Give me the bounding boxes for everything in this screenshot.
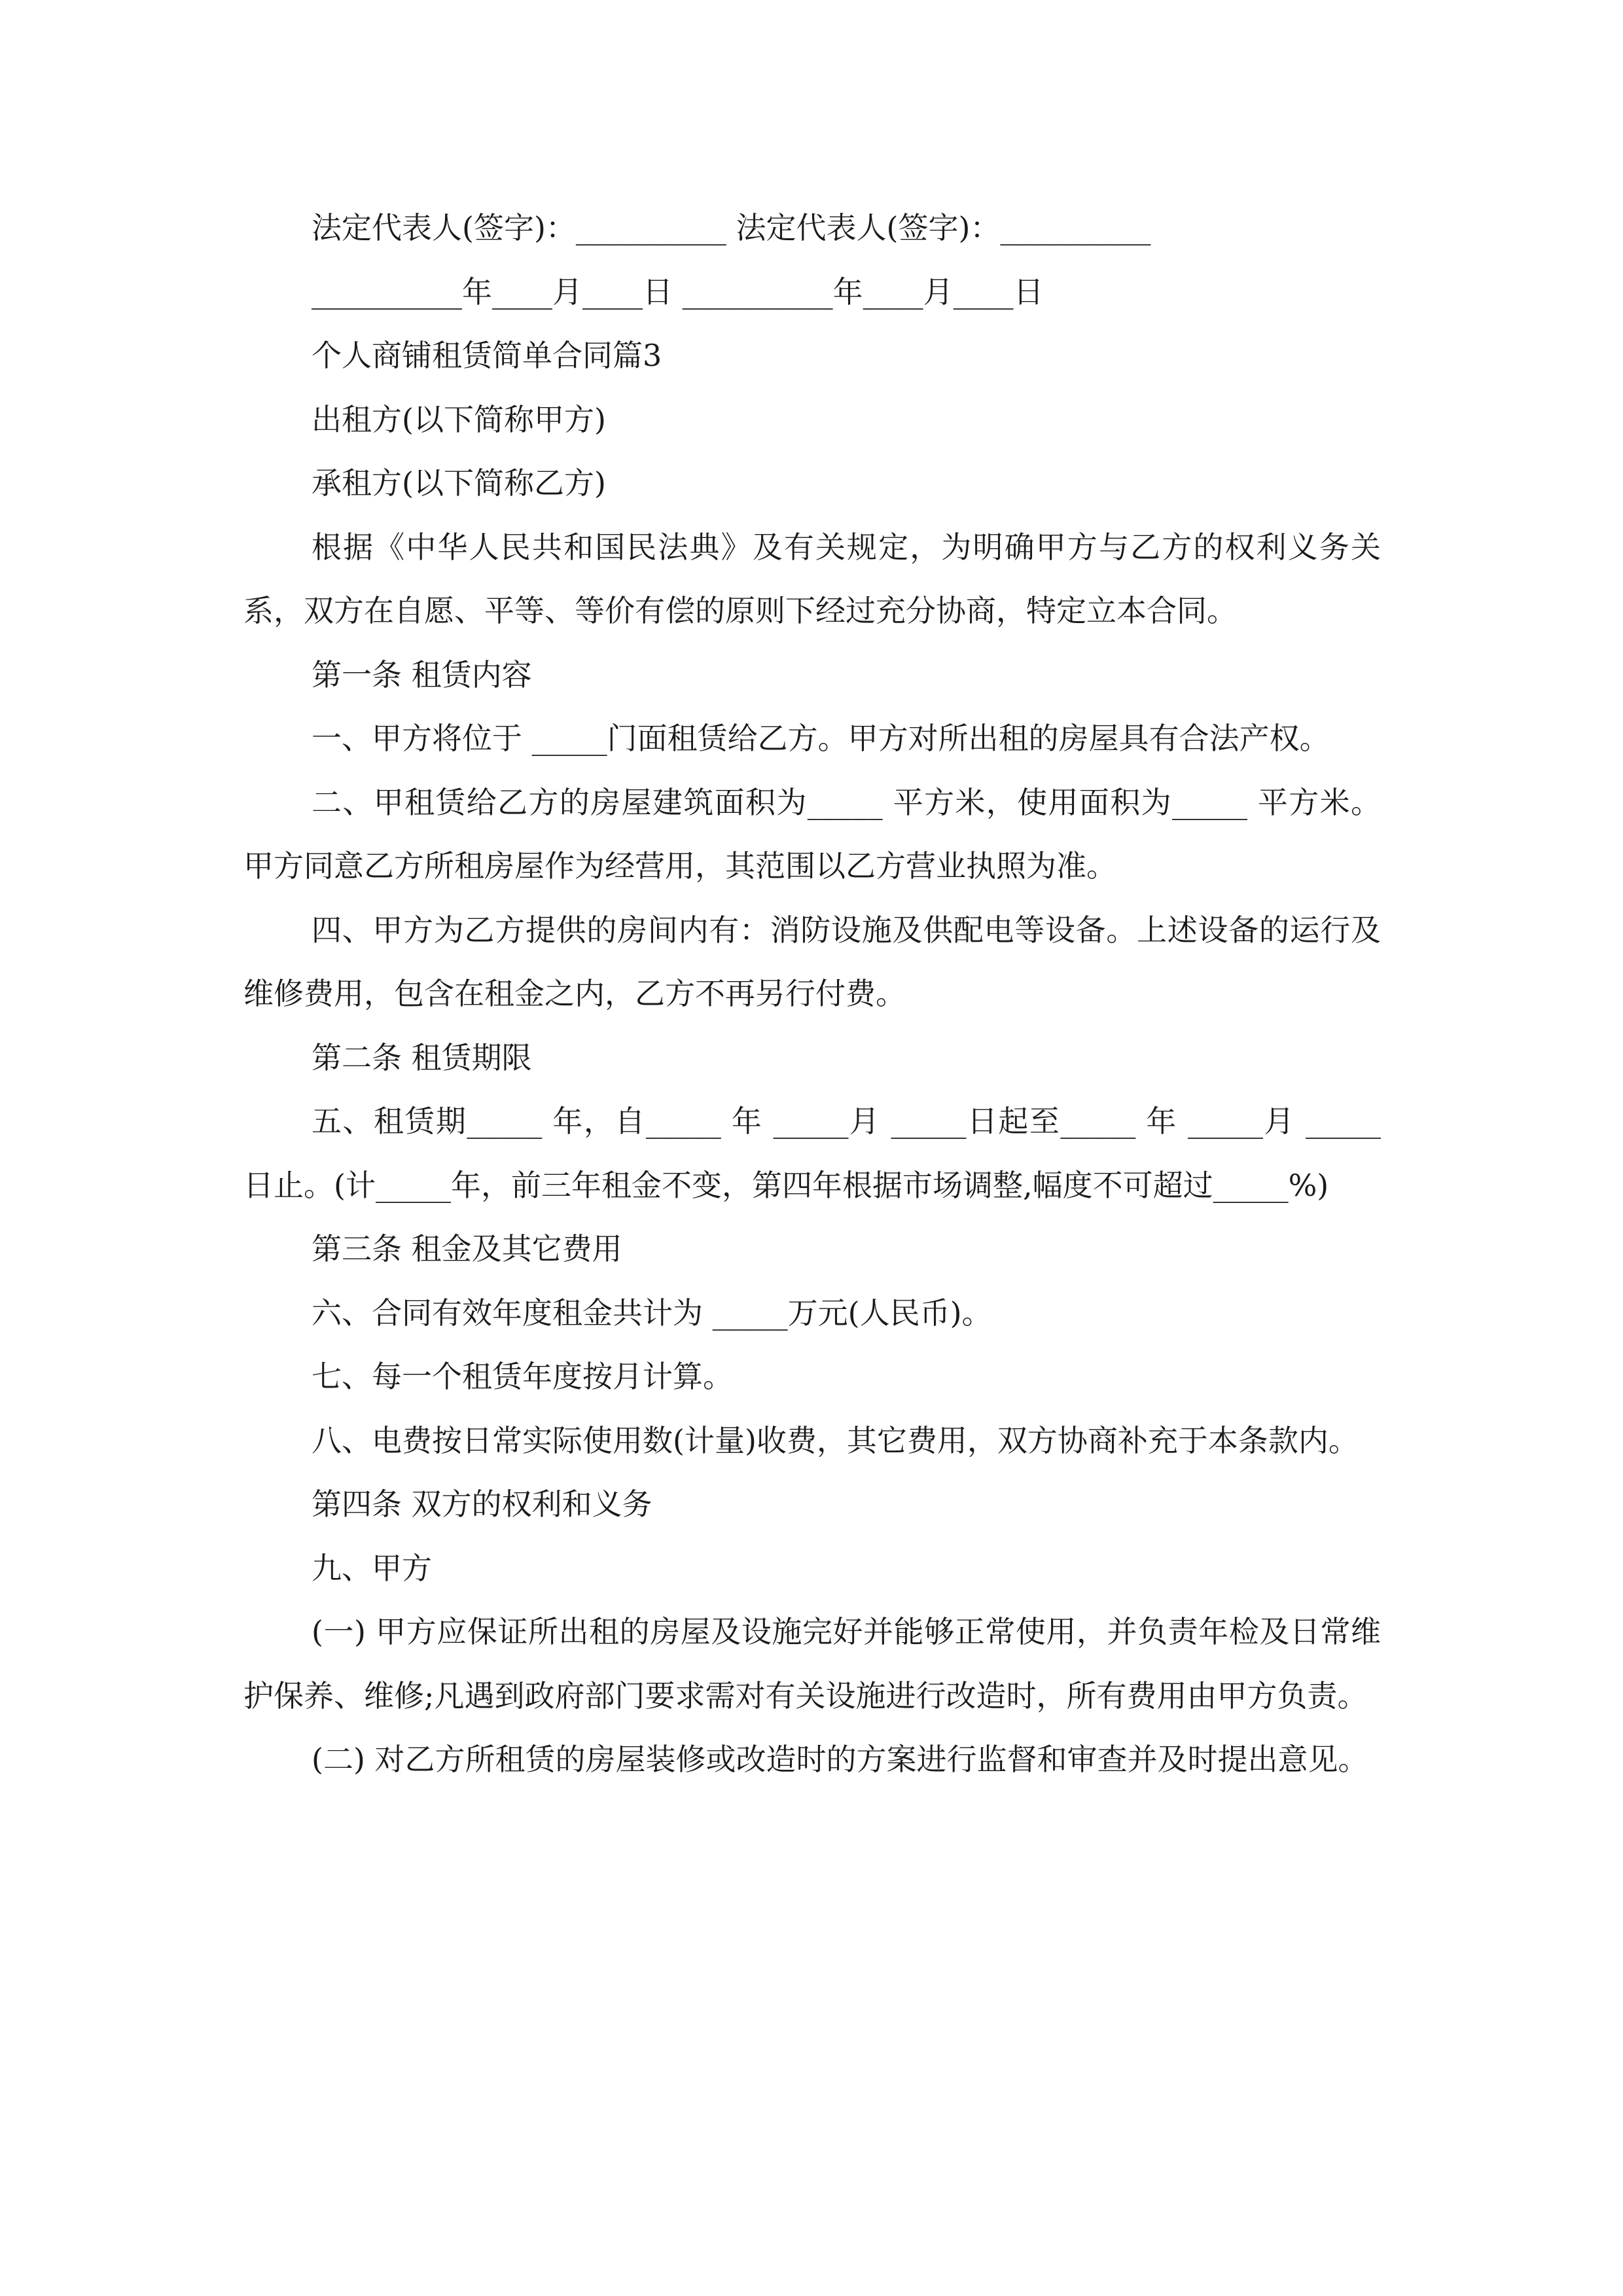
article-3-heading: 第三条 租金及其它费用 <box>312 1231 622 1266</box>
clause-8: 八、电费按日常实际使用数(计量)收费，其它费用，双方协商补充于本条款内。 <box>312 1422 1359 1458</box>
lessor-line: 出租方(以下简称甲方) <box>312 401 606 437</box>
clause-9: 九、甲方 <box>312 1550 432 1586</box>
clause-9-2: (二) 对乙方所租赁的房屋装修或改造时的方案进行监督和审查并及时提出意见。 <box>312 1742 1368 1777</box>
document-body <box>243 196 1381 1792</box>
clause-1: 一、甲方将位于 _____门面租赁给乙方。甲方对所出租的房屋具有合法产权。 <box>312 721 1330 756</box>
clause-7: 七、每一个租赁年度按月计算。 <box>312 1359 733 1394</box>
preamble-paragraph: 根据《中华人民共和国民法典》及有关规定，为明确甲方与乙方的权利义务关系，双方在自愿、平等、等价有偿的原则下经过充分协商，特定立本合同。 <box>243 529 1381 628</box>
date-line: __________年____月____日 __________年____月____日 <box>312 274 1044 310</box>
clause-5: 五、租赁期_____ 年，自_____ 年 _____月 _____日起至_____ 年 _____月 _____ 日止。(计_____年，前三年租金不变，第四年根据市场调整,幅度不可超过_____%) <box>243 1103 1381 1203</box>
signature-line: 法定代表人(签字)：__________ 法定代表人(签字)：__________ <box>312 210 1151 245</box>
clause-2: 二、甲租赁给乙方的房屋建筑面积为_____ 平方米，使用面积为_____ 平方米。甲方同意乙方所租房屋作为经营用，其范围以乙方营业执照为准。 <box>243 784 1381 884</box>
article-2-heading: 第二条 租赁期限 <box>312 1039 532 1075</box>
article-4-heading: 第四条 双方的权利和义务 <box>312 1486 652 1522</box>
lessee-line: 承租方(以下简称乙方) <box>312 465 606 501</box>
clause-4: 四、甲方为乙方提供的房间内有：消防设施及供配电等设备。上述设备的运行及维修费用，包含在租金之内，乙方不再另行付费。 <box>243 912 1381 1011</box>
contract-title: 个人商铺租赁简单合同篇3 <box>312 338 662 373</box>
article-1-heading: 第一条 租赁内容 <box>312 656 532 692</box>
clause-9-1: (一) 甲方应保证所出租的房屋及设施完好并能够正常使用，并负责年检及日常维护保养、维修;凡遇到政府部门要求需对有关设施进行改造时，所有费用由甲方负责。 <box>243 1614 1381 1713</box>
clause-6: 六、合同有效年度租金共计为 _____万元(人民币)。 <box>312 1295 992 1331</box>
